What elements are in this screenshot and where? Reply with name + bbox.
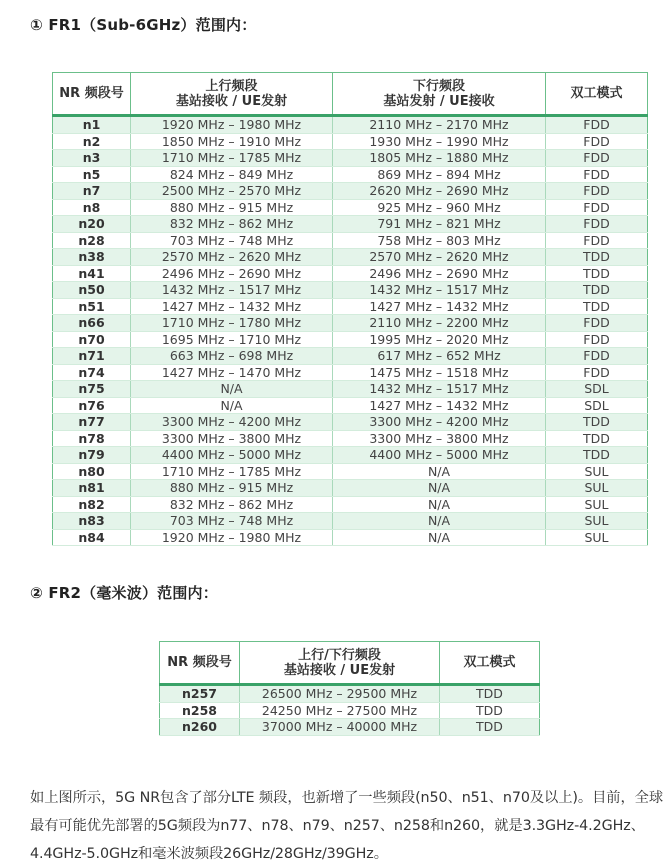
table-row xyxy=(53,364,648,381)
fr1-header-row xyxy=(53,73,648,116)
fr1-heading: ① FR1（Sub-6GHz）范围内： xyxy=(30,16,257,34)
table-row xyxy=(53,298,648,315)
band-cell: n76 xyxy=(53,397,131,414)
table-row xyxy=(53,513,648,530)
table-row xyxy=(53,430,648,447)
table-row xyxy=(53,529,648,546)
downlink-cell: 2620 MHz – 2690 MHz xyxy=(333,183,546,200)
band-cell: n260 xyxy=(160,719,240,736)
uplink-cell: 703 MHz – 748 MHz xyxy=(131,513,333,530)
downlink-cell: 1475 MHz – 1518 MHz xyxy=(333,364,546,381)
duplex-cell: TDD xyxy=(546,265,648,282)
uplink-cell: 663 MHz – 698 MHz xyxy=(131,348,333,365)
duplex-cell: SDL xyxy=(546,381,648,398)
updown-cell: 26500 MHz – 29500 MHz xyxy=(240,685,440,703)
downlink-cell: N/A xyxy=(333,463,546,480)
table-row xyxy=(53,150,648,167)
downlink-cell: 2110 MHz – 2200 MHz xyxy=(333,315,546,332)
uplink-cell: 3300 MHz – 3800 MHz xyxy=(131,430,333,447)
band-cell: n84 xyxy=(53,529,131,546)
uplink-cell: 1427 MHz – 1470 MHz xyxy=(131,364,333,381)
fr1-band-table xyxy=(52,72,648,546)
uplink-cell: 4400 MHz – 5000 MHz xyxy=(131,447,333,464)
header-uplink-subtitle: 基站接收 / UE发射 xyxy=(175,93,288,109)
table-row xyxy=(53,116,648,134)
band-cell: n257 xyxy=(160,685,240,703)
uplink-cell: 1920 MHz – 1980 MHz xyxy=(131,116,333,134)
band-cell: n8 xyxy=(53,199,131,216)
band-cell: n50 xyxy=(53,282,131,299)
band-cell: n258 xyxy=(160,702,240,719)
band-cell: n1 xyxy=(53,116,131,134)
table-row xyxy=(53,265,648,282)
uplink-cell: 2496 MHz – 2690 MHz xyxy=(131,265,333,282)
duplex-cell: TDD xyxy=(546,298,648,315)
header-duplex: 双工模式 xyxy=(546,73,648,116)
duplex-cell: FDD xyxy=(546,364,648,381)
band-cell: n80 xyxy=(53,463,131,480)
header-updown xyxy=(240,642,440,685)
downlink-cell: 4400 MHz – 5000 MHz xyxy=(333,447,546,464)
band-cell: n70 xyxy=(53,331,131,348)
uplink-cell: 3300 MHz – 4200 MHz xyxy=(131,414,333,431)
duplex-cell: SUL xyxy=(546,480,648,497)
table-row xyxy=(160,685,540,703)
fr2-header-row xyxy=(160,642,540,685)
downlink-cell: 617 MHz – 652 MHz xyxy=(333,348,546,365)
downlink-cell: 758 MHz – 803 MHz xyxy=(333,232,546,249)
duplex-cell: TDD xyxy=(440,685,540,703)
table-row xyxy=(53,397,648,414)
fr2-band-table xyxy=(159,641,540,736)
uplink-cell: 1695 MHz – 1710 MHz xyxy=(131,331,333,348)
band-cell: n5 xyxy=(53,166,131,183)
fr2-heading: ② FR2（毫米波）范围内： xyxy=(30,584,218,602)
band-cell: n77 xyxy=(53,414,131,431)
table-row xyxy=(160,719,540,736)
band-cell: n75 xyxy=(53,381,131,398)
duplex-cell: FDD xyxy=(546,315,648,332)
band-cell: n81 xyxy=(53,480,131,497)
uplink-cell: 824 MHz – 849 MHz xyxy=(131,166,333,183)
band-cell: n83 xyxy=(53,513,131,530)
uplink-cell: N/A xyxy=(131,381,333,398)
downlink-cell: 2110 MHz – 2170 MHz xyxy=(333,116,546,134)
downlink-cell: N/A xyxy=(333,480,546,497)
band-cell: n79 xyxy=(53,447,131,464)
band-cell: n38 xyxy=(53,249,131,266)
table-row xyxy=(53,381,648,398)
table-row xyxy=(53,183,648,200)
downlink-cell: 3300 MHz – 3800 MHz xyxy=(333,430,546,447)
duplex-cell: FDD xyxy=(546,116,648,134)
duplex-cell: FDD xyxy=(546,216,648,233)
duplex-cell: SUL xyxy=(546,463,648,480)
downlink-cell: 1427 MHz – 1432 MHz xyxy=(333,298,546,315)
table-row xyxy=(53,216,648,233)
table-row xyxy=(53,480,648,497)
fr2-table-body xyxy=(160,685,540,736)
duplex-cell: SUL xyxy=(546,496,648,513)
duplex-cell: FDD xyxy=(546,232,648,249)
downlink-cell: 925 MHz – 960 MHz xyxy=(333,199,546,216)
table-row xyxy=(53,249,648,266)
header-downlink-subtitle: 基站发射 / UE接收 xyxy=(383,93,495,109)
uplink-cell: 832 MHz – 862 MHz xyxy=(131,496,333,513)
table-row xyxy=(53,232,648,249)
band-cell: n41 xyxy=(53,265,131,282)
header-updown-title: 上行/下行频段 xyxy=(298,647,381,663)
downlink-cell: 1930 MHz – 1990 MHz xyxy=(333,133,546,150)
duplex-cell: SDL xyxy=(546,397,648,414)
downlink-cell: 1432 MHz – 1517 MHz xyxy=(333,381,546,398)
band-cell: n7 xyxy=(53,183,131,200)
table-row xyxy=(53,315,648,332)
uplink-cell: 1427 MHz – 1432 MHz xyxy=(131,298,333,315)
band-cell: n66 xyxy=(53,315,131,332)
duplex-cell: SUL xyxy=(546,513,648,530)
header-duplex: 双工模式 xyxy=(440,642,540,685)
table-row xyxy=(53,331,648,348)
band-cell: n2 xyxy=(53,133,131,150)
downlink-cell: N/A xyxy=(333,529,546,546)
downlink-cell: 1995 MHz – 2020 MHz xyxy=(333,331,546,348)
uplink-cell: N/A xyxy=(131,397,333,414)
uplink-cell: 1710 MHz – 1785 MHz xyxy=(131,463,333,480)
band-cell: n78 xyxy=(53,430,131,447)
duplex-cell: TDD xyxy=(546,249,648,266)
uplink-cell: 1432 MHz – 1517 MHz xyxy=(131,282,333,299)
header-downlink-title: 下行频段 xyxy=(412,78,465,94)
downlink-cell: 2496 MHz – 2690 MHz xyxy=(333,265,546,282)
band-cell: n3 xyxy=(53,150,131,167)
summary-paragraph: 如上图所示，5G NR包含了部分LTE 频段，也新增了一些频段(n50、n51、n70及以上)。目前，全球最有可能优先部署的5G频段为n77、n78、n79、n257、n258和n260，就是3.3GHz-4.2GHz、 4.4GHz-5.0GHz和毫米波频段26GHz/28GHz/39GHz。 xyxy=(30,790,664,863)
duplex-cell: FDD xyxy=(546,183,648,200)
downlink-cell: 3300 MHz – 4200 MHz xyxy=(333,414,546,431)
uplink-cell: 1710 MHz – 1785 MHz xyxy=(131,150,333,167)
uplink-cell: 832 MHz – 862 MHz xyxy=(131,216,333,233)
duplex-cell: FDD xyxy=(546,166,648,183)
band-cell: n28 xyxy=(53,232,131,249)
duplex-cell: FDD xyxy=(546,331,648,348)
downlink-cell: 1805 MHz – 1880 MHz xyxy=(333,150,546,167)
downlink-cell: N/A xyxy=(333,496,546,513)
uplink-cell: 2570 MHz – 2620 MHz xyxy=(131,249,333,266)
duplex-cell: FDD xyxy=(546,348,648,365)
table-row xyxy=(53,199,648,216)
band-cell: n51 xyxy=(53,298,131,315)
uplink-cell: 880 MHz – 915 MHz xyxy=(131,199,333,216)
table-row xyxy=(53,463,648,480)
duplex-cell: TDD xyxy=(546,282,648,299)
table-row xyxy=(53,348,648,365)
updown-cell: 37000 MHz – 40000 MHz xyxy=(240,719,440,736)
duplex-cell: TDD xyxy=(546,447,648,464)
downlink-cell: 1427 MHz – 1432 MHz xyxy=(333,397,546,414)
uplink-cell: 2500 MHz – 2570 MHz xyxy=(131,183,333,200)
table-row xyxy=(53,414,648,431)
band-cell: n71 xyxy=(53,348,131,365)
table-row xyxy=(160,702,540,719)
uplink-cell: 1920 MHz – 1980 MHz xyxy=(131,529,333,546)
duplex-cell: SUL xyxy=(546,529,648,546)
header-uplink-title: 上行频段 xyxy=(205,78,258,94)
table-row xyxy=(53,133,648,150)
duplex-cell: FDD xyxy=(546,199,648,216)
header-band: NR 频段号 xyxy=(53,73,131,116)
downlink-cell: 791 MHz – 821 MHz xyxy=(333,216,546,233)
duplex-cell: FDD xyxy=(546,133,648,150)
downlink-cell: 1432 MHz – 1517 MHz xyxy=(333,282,546,299)
uplink-cell: 880 MHz – 915 MHz xyxy=(131,480,333,497)
downlink-cell: 2570 MHz – 2620 MHz xyxy=(333,249,546,266)
updown-cell: 24250 MHz – 27500 MHz xyxy=(240,702,440,719)
table-row xyxy=(53,447,648,464)
uplink-cell: 703 MHz – 748 MHz xyxy=(131,232,333,249)
fr1-table-body xyxy=(53,116,648,546)
uplink-cell: 1710 MHz – 1780 MHz xyxy=(131,315,333,332)
header-band: NR 频段号 xyxy=(160,642,240,685)
band-cell: n74 xyxy=(53,364,131,381)
duplex-cell: TDD xyxy=(546,414,648,431)
duplex-cell: TDD xyxy=(546,430,648,447)
header-downlink xyxy=(333,73,546,116)
table-row xyxy=(53,282,648,299)
header-updown-subtitle: 基站接收 / UE发射 xyxy=(283,662,396,678)
downlink-cell: 869 MHz – 894 MHz xyxy=(333,166,546,183)
downlink-cell: N/A xyxy=(333,513,546,530)
band-cell: n82 xyxy=(53,496,131,513)
duplex-cell: TDD xyxy=(440,702,540,719)
duplex-cell: FDD xyxy=(546,150,648,167)
uplink-cell: 1850 MHz – 1910 MHz xyxy=(131,133,333,150)
band-cell: n20 xyxy=(53,216,131,233)
table-row xyxy=(53,496,648,513)
header-uplink xyxy=(131,73,333,116)
duplex-cell: TDD xyxy=(440,719,540,736)
table-row xyxy=(53,166,648,183)
